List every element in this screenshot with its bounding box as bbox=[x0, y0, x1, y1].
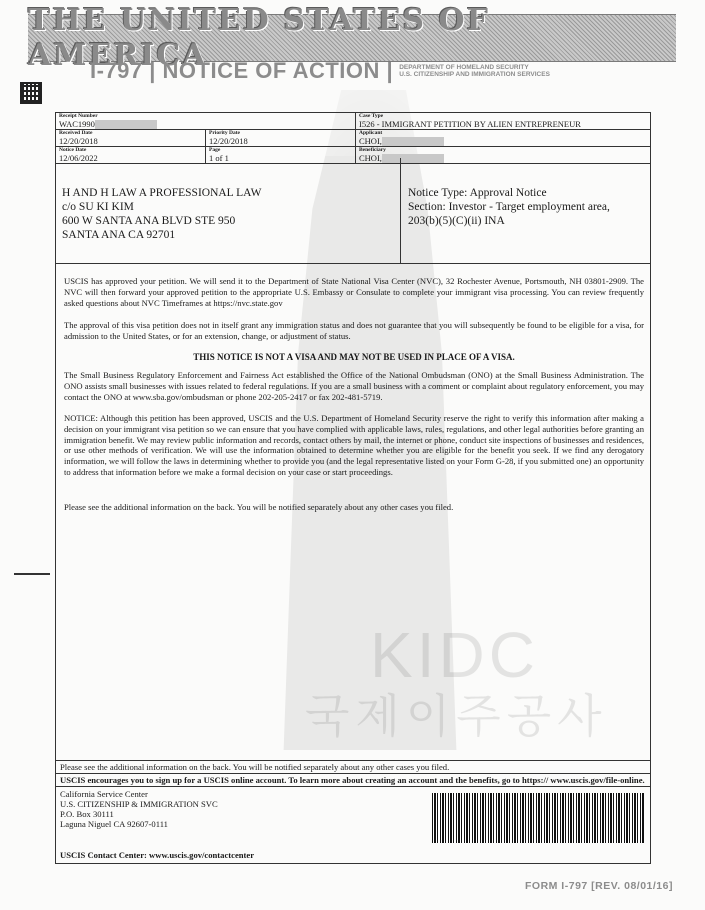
service-center-agency: U.S. CITIZENSHIP & IMMIGRATION SVC bbox=[60, 799, 218, 809]
barcode bbox=[432, 793, 644, 843]
address-box bbox=[55, 158, 651, 264]
footer-box bbox=[55, 760, 651, 864]
kidc-watermark: KIDC bbox=[370, 619, 539, 691]
verification-notice-paragraph: NOTICE: Although this petition has been approved, USCIS and the U.S. Department of Homeland Security reserve the right to verify this information after making a decision on your immigrant visa petition so we can ensure that you have complied with applicable laws, rules, regulations, and other legal authorities before granting an immigration benefit. We may review public information and records, contact others by mail, the internet or phone, conduct site inspections of businesses and residences, or use other methods of verification. We will use the information obtained to determine whether you are eligible for the benefit you seek. If we find any derogatory information, we will follow the laws in determining whether to provide you (and the legal representative listed on your Form G-28, if you submitted one) an opportunity to address that information before we make a formal decision on your case or start proceedings. bbox=[64, 413, 644, 477]
qr-code bbox=[20, 82, 42, 104]
ombudsman-paragraph: The Small Business Regulatory Enforcement and Fairness Act established the Office of the National Ombudsman (ONO) at the Small Business Administration. The ONO assists small businesses with issues related to federal regulations. If you are a small business with a comment or complaint about regulatory enforcement, you may contact the ONO at www.sba.gov/ombudsman or phone 202-205-2417 or fax 202-481-5719. bbox=[64, 370, 644, 402]
form-title: I-797 | NOTICE OF ACTION | bbox=[90, 58, 394, 83]
divider bbox=[400, 158, 401, 264]
priority-date: 12/20/2018 bbox=[209, 135, 248, 146]
form-number: FORM I-797 [REV. 08/01/16] bbox=[524, 880, 673, 892]
notice-type-info: Notice Type: Approval Notice Section: Investor - Target employment area, 203(b)(5)(C)(ii) INA bbox=[408, 187, 610, 227]
korean-watermark: 국제이주공사 bbox=[305, 689, 608, 743]
case-type-label: Case Type bbox=[359, 113, 384, 119]
applicant-name: CHOI, bbox=[359, 137, 647, 147]
form-header bbox=[90, 58, 550, 84]
status-disclaimer-paragraph: The approval of this visa petition does not in itself grant any immigration status and does not guarantee that you will subsequently be found to be eligible for a visa, for admission to the United States, or for an extension, change, or adjustment of status. bbox=[64, 320, 644, 341]
service-center-pobox: P.O. Box 30111 bbox=[60, 809, 114, 819]
redaction bbox=[95, 120, 157, 129]
mailing-address: H AND H LAW A PROFESSIONAL LAW c/o SU KI KIM 600 W SANTA ANA BLVD STE 950 SANTA ANA CA 92701 bbox=[62, 187, 262, 241]
additional-info-paragraph: Please see the additional information on the back. You will be notified separately about any other cases you filed. bbox=[64, 502, 454, 512]
applicant-label: Applicant bbox=[359, 130, 383, 137]
priority-date-label: Priority Date bbox=[209, 130, 240, 137]
service-center-city: Laguna Niguel CA 92607-0111 bbox=[60, 819, 168, 829]
notice-date: 12/06/2022 bbox=[59, 152, 98, 163]
receipt-number: WAC1990 bbox=[59, 120, 352, 130]
received-date-label: Received Date bbox=[59, 130, 93, 137]
banner-title: THE UNITED STATES OF AMERICA bbox=[28, 3, 490, 73]
department-name: DEPARTMENT OF HOMELAND SECURITY U.S. CITIZENSHIP AND IMMIGRATION SERVICES bbox=[399, 63, 550, 78]
notice-body bbox=[55, 264, 651, 760]
approval-paragraph: USCIS has approved your petition. We will send it to the Department of State National Visa Center (NVC), 32 Rochester Avenue, Portsmouth, NH 03801-2909. The NVC will then forward your approved petition to the appropriate U.S. Embassy or Consulate to complete your immigrant visa processing. You can review frequently asked questions about NVC Timeframes at https://nvc.state.gov bbox=[64, 276, 644, 308]
receipt-number-label: Receipt Number bbox=[59, 113, 98, 119]
service-center-name: California Service Center bbox=[60, 789, 148, 799]
service-center-block bbox=[56, 787, 650, 863]
not-a-visa-heading: THIS NOTICE IS NOT A VISA AND MAY NOT BE USED IN PLACE OF A VISA. bbox=[193, 352, 515, 362]
received-date: 12/20/2018 bbox=[59, 135, 98, 146]
case-type: I526 - IMMIGRANT PETITION BY ALIEN ENTREPRENEUR bbox=[359, 118, 581, 129]
online-account-notice: USCIS encourages you to sign up for a USCIS online account. To learn more about creating an account and the benefits, go to https:// www.uscis.gov/file-online. bbox=[56, 774, 650, 787]
page-number: 1 of 1 bbox=[209, 152, 229, 163]
beneficiary-name: CHOI, bbox=[359, 154, 647, 164]
redaction bbox=[382, 137, 444, 146]
case-info-table bbox=[55, 112, 651, 164]
beneficiary-label: Beneficiary bbox=[359, 147, 386, 154]
page-label: Page bbox=[209, 147, 221, 154]
footer-additional-info: Please see the additional information on the back. You will be notified separately about any other cases you filed. bbox=[56, 761, 650, 774]
notice-date-label: Notice Date bbox=[59, 147, 87, 154]
contact-center-link[interactable]: USCIS Contact Center: www.uscis.gov/contactcenter bbox=[60, 850, 255, 860]
fold-mark bbox=[14, 573, 50, 575]
